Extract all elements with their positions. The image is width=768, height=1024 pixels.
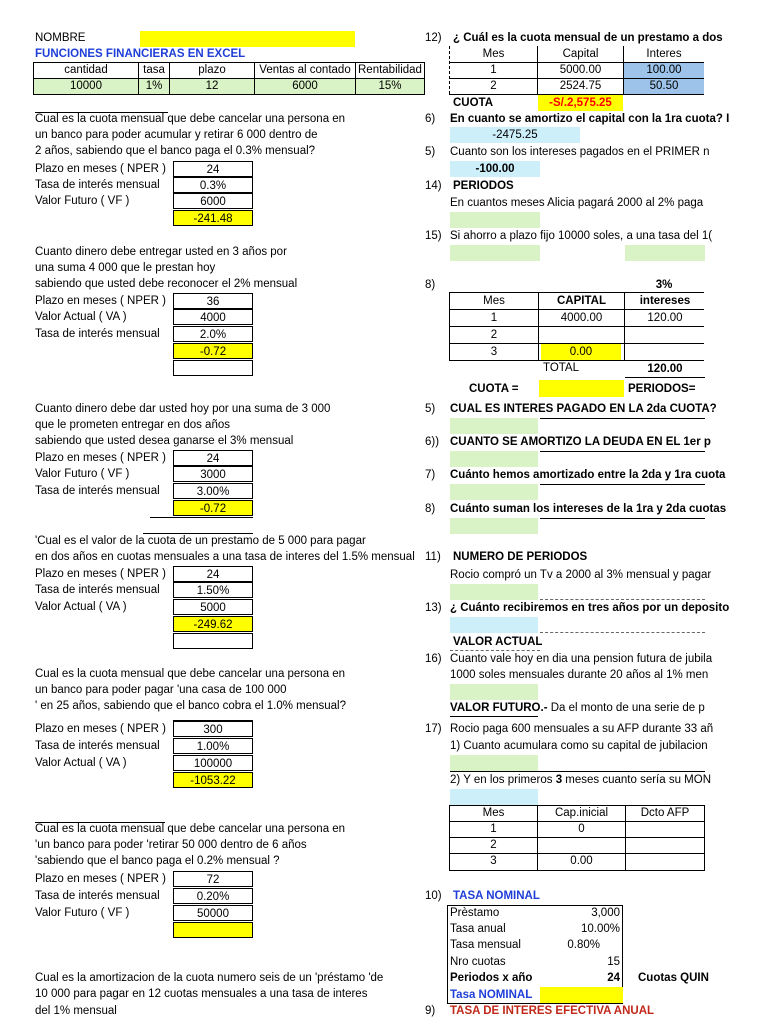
summary-table bbox=[33, 62, 425, 95]
q12-col-capital: Capital bbox=[562, 48, 599, 60]
p4-nper-cell[interactable]: 24 bbox=[173, 566, 253, 582]
col-cantidad: cantidad bbox=[34, 63, 139, 79]
q6-text: En cuanto se amortizo el capital con la 1ra cuota? I bbox=[450, 113, 730, 125]
q10-r4-label: Nro cuotas bbox=[450, 956, 506, 968]
q11-num: 11) bbox=[425, 551, 441, 563]
val-rentabilidad[interactable]: 15% bbox=[356, 79, 425, 95]
q5-text: Cuanto son los intereses pagados en el PRIMER n bbox=[450, 146, 710, 158]
val-ventas[interactable]: 6000 bbox=[255, 79, 356, 95]
divider bbox=[704, 805, 705, 870]
q12-cuota-value[interactable]: -S/.2,575.25 bbox=[538, 95, 623, 111]
val-cantidad[interactable]: 10000 bbox=[34, 79, 139, 95]
q8-r3-capital[interactable]: 0.00 bbox=[541, 344, 621, 360]
q17b-bold: 3 bbox=[555, 774, 563, 786]
q10-tasa-nominal-label: Tasa NOMINAL bbox=[450, 989, 533, 1001]
col-plazo: plazo bbox=[170, 63, 255, 79]
q8-r1-mes: 1 bbox=[490, 312, 498, 324]
q6-num: 6) bbox=[425, 113, 436, 125]
q5-value[interactable]: -100.00 bbox=[450, 161, 540, 177]
p2-tasa-cell[interactable]: 2.0% bbox=[173, 326, 253, 342]
problem-1-line-3: 2 años, sabiendo que el banco paga el 0.3% mensual? bbox=[35, 145, 316, 157]
p3-row-2-label: Valor Futuro ( VF ) bbox=[35, 468, 130, 480]
q10-r3-label: Tasa mensual bbox=[450, 939, 521, 951]
p5-va-cell[interactable]: 100000 bbox=[173, 755, 253, 771]
q8-periodos-label: PERIODOS= bbox=[628, 383, 696, 395]
q12-num: 12) bbox=[425, 32, 442, 44]
p1-tasa-cell[interactable]: 0.3% bbox=[173, 177, 253, 193]
p2-va-cell[interactable]: 4000 bbox=[173, 309, 253, 325]
q13-text: ¿ Cuánto recibiremos en tres años por un deposito bbox=[450, 602, 730, 614]
p5-row-1-label: Plazo en meses ( NPER ) bbox=[35, 723, 167, 735]
q10-r2-label: Tasa anual bbox=[450, 923, 506, 935]
q16-line-2: 1000 soles mensuales durante 20 años al 1% men bbox=[450, 669, 709, 681]
q17-line-2: 1) Cuanto acumulara como su capital de jubilacion bbox=[450, 740, 708, 752]
p3-nper-cell[interactable]: 24 bbox=[173, 450, 253, 466]
divider bbox=[540, 518, 705, 519]
q14-text: En cuantos meses Alicia pagará 2000 al 2% paga bbox=[450, 197, 704, 209]
problem-6-line-1: Cual es la cuota mensual que debe cancelar una persona en bbox=[35, 823, 346, 835]
q8-num: 8) bbox=[425, 279, 436, 291]
q10-title: TASA NOMINAL bbox=[453, 890, 540, 902]
nombre-label: NOMBRE bbox=[35, 32, 86, 44]
p6-vf-cell[interactable]: 50000 bbox=[173, 905, 253, 921]
p5-result-cell[interactable]: -1053.22 bbox=[173, 772, 253, 788]
q17b-r1-cap[interactable]: 0 bbox=[578, 823, 585, 835]
q17b-pre: 2) Y en los primeros bbox=[450, 774, 556, 786]
p2-empty-cell[interactable] bbox=[173, 360, 253, 376]
p4-row-1-label: Plazo en meses ( NPER ) bbox=[35, 568, 167, 580]
p1-result-cell[interactable]: -241.48 bbox=[173, 210, 253, 226]
divider bbox=[540, 451, 705, 452]
q8-col-intereses: intereses bbox=[639, 295, 691, 307]
problem-3-line-3: sabiendo que usted desea ganarse el 3% mensual bbox=[35, 435, 294, 447]
q17b-col-mes: Mes bbox=[482, 807, 505, 819]
p4-row-2-label: Tasa de interés mensual bbox=[35, 584, 160, 596]
problem-7-line-3: del 1% mensual bbox=[35, 1005, 117, 1017]
q12-col-interes: Interes bbox=[646, 48, 682, 60]
problem-7-line-1: Cual es la amortizacion de la cuota numero seis de un 'préstamo 'de bbox=[35, 972, 384, 984]
q10-r4-value[interactable]: 15 bbox=[607, 956, 620, 968]
problem-1-line-2: un banco para poder acumular y retirar 6 000 dentro de bbox=[35, 129, 318, 141]
p1-row-1-label: Plazo en meses ( NPER ) bbox=[35, 163, 167, 175]
p4-row-3-label: Valor Actual ( VA ) bbox=[35, 601, 127, 613]
page-title: FUNCIONES FINANCIERAS EN EXCEL bbox=[35, 48, 246, 60]
q11-title: NUMERO DE PERIODOS bbox=[453, 551, 588, 563]
p5-row-2-label: Tasa de interés mensual bbox=[35, 740, 160, 752]
q12-r1-capital[interactable]: 5000.00 bbox=[559, 64, 602, 76]
q9-num: 9) bbox=[425, 1005, 436, 1017]
q8-r1-capital[interactable]: 4000.00 bbox=[560, 312, 603, 324]
p5-tasa-cell[interactable]: 1.00% bbox=[173, 738, 253, 754]
nombre-input-cell[interactable] bbox=[140, 31, 355, 47]
p3-vf-cell[interactable]: 3000 bbox=[173, 466, 253, 482]
q17b-line bbox=[450, 772, 711, 788]
p6-result-cell[interactable] bbox=[173, 922, 253, 938]
q5b-answer-cell[interactable] bbox=[450, 418, 538, 434]
q12-text: ¿ Cuál es la cuota mensual de un prestamo a dos bbox=[453, 32, 723, 44]
p4-empty-cell[interactable] bbox=[173, 633, 253, 649]
problem-1-line-1: Cual es la cuota mensual que debe cancelar una persona en bbox=[35, 113, 346, 125]
q10-r1-value[interactable]: 3,000 bbox=[591, 907, 620, 919]
q9-title: TASA DE INTERES EFECTIVA ANUAL bbox=[450, 1005, 655, 1017]
valor-futuro-text: Da el monto de una serie de p bbox=[547, 702, 705, 714]
q16-answer-cell[interactable] bbox=[450, 684, 538, 700]
q10-r2-value[interactable]: 10.00% bbox=[580, 923, 620, 935]
p4-va-cell[interactable]: 5000 bbox=[173, 599, 253, 615]
q8-r2-mes: 2 bbox=[490, 329, 498, 341]
q15-answer-cell-2[interactable] bbox=[625, 245, 705, 261]
q15-text: Si ahorro a plazo fijo 10000 soles, a una tasa del 1( bbox=[450, 230, 713, 242]
q13-num: 13) bbox=[425, 602, 442, 614]
p1-row-3-label: Valor Futuro ( VF ) bbox=[35, 195, 130, 207]
p2-row-2-label: Valor Actual ( VA ) bbox=[35, 311, 127, 323]
p5-row-3-label: Valor Actual ( VA ) bbox=[35, 757, 127, 769]
q14-answer-cell[interactable] bbox=[450, 212, 540, 228]
q8-cuota-cell[interactable] bbox=[539, 380, 624, 397]
q17-answer-cell[interactable] bbox=[450, 755, 538, 771]
q6b-answer-cell[interactable] bbox=[450, 451, 538, 467]
q12-r2-interes[interactable]: 50.50 bbox=[624, 79, 704, 94]
p6-nper-cell[interactable]: 72 bbox=[173, 871, 253, 887]
divider bbox=[540, 632, 705, 633]
problem-3-line-2: que le prometen entregar en dos años bbox=[35, 419, 230, 431]
problem-5-line-3: ' en 25 años, sabiendo que el banco cobra el 1.0% mensual? bbox=[35, 700, 346, 712]
col-tasa: tasa bbox=[139, 63, 170, 79]
p5-nper-cell[interactable]: 300 bbox=[173, 721, 253, 737]
problem-5-line-1: Cual es la cuota mensual que debe cancelar una persona en bbox=[35, 668, 346, 680]
q8-rate: 3% bbox=[655, 279, 673, 291]
q10-r5-value[interactable]: 24 bbox=[607, 972, 620, 984]
p1-row-2-label: Tasa de interés mensual bbox=[35, 179, 160, 191]
valor-futuro-title: VALOR FUTURO.- bbox=[450, 702, 548, 714]
q6b-num: 6)) bbox=[425, 436, 440, 448]
q17b-r3-mes: 3 bbox=[490, 855, 497, 867]
q14-num: 14) bbox=[425, 180, 442, 192]
q12-r2-mes: 2 bbox=[490, 80, 497, 92]
problem-2-line-1: Cuanto dinero debe entregar usted en 3 años por bbox=[35, 246, 287, 258]
q8-r1-intereses[interactable]: 120.00 bbox=[647, 312, 683, 324]
p2-row-1-label: Plazo en meses ( NPER ) bbox=[35, 295, 167, 307]
problem-2-line-2: una suma 4 000 que le prestan hoy bbox=[35, 262, 216, 274]
q8-col-capital: CAPITAL bbox=[557, 295, 606, 307]
p2-nper-cell[interactable]: 36 bbox=[173, 293, 253, 309]
problem-4-line-2: en dos años en cuotas mensuales a una tasa de interes del 1.5% mensual bbox=[35, 551, 415, 563]
p3-result-cell[interactable]: -0.72 bbox=[173, 500, 253, 516]
q8-total-value[interactable]: 120.00 bbox=[647, 363, 683, 375]
divider bbox=[540, 418, 705, 419]
p4-result-cell[interactable]: -249.62 bbox=[173, 616, 253, 632]
q12-col-mes: Mes bbox=[482, 48, 505, 60]
q17b-post: meses cuanto sería su MON bbox=[562, 774, 712, 786]
val-plazo[interactable]: 12 bbox=[170, 79, 255, 95]
p3-tasa-cell[interactable]: 3.00% bbox=[173, 483, 253, 499]
divider bbox=[540, 484, 705, 485]
q7-num: 7) bbox=[425, 469, 436, 481]
q5b-text: CUAL ES INTERES PAGADO EN LA 2da CUOTA? bbox=[450, 403, 717, 415]
q7-text: Cuánto hemos amortizado entre la 2da y 1ra cuota bbox=[450, 469, 726, 481]
q10-num: 10) bbox=[425, 890, 442, 902]
q17b-col-dcto: Dcto AFP bbox=[640, 807, 690, 819]
divider bbox=[625, 377, 705, 378]
q17-line-1: Rocio paga 600 mensuales a su AFP durante 33 añ bbox=[450, 723, 714, 735]
q17b-r2-mes: 2 bbox=[490, 839, 497, 851]
q12-r1-mes: 1 bbox=[490, 64, 497, 76]
q8b-num: 8) bbox=[425, 503, 436, 515]
col-rentabilidad: Rentabilidad bbox=[356, 63, 425, 79]
q17b-r3-cap[interactable]: 0.00 bbox=[570, 855, 593, 867]
p4-tasa-cell[interactable]: 1.50% bbox=[173, 582, 253, 598]
p2-row-3-label: Tasa de interés mensual bbox=[35, 328, 160, 340]
q10-cuotas-text: Cuotas QUIN bbox=[638, 972, 709, 984]
q11-text: Rocio compró un Tv a 2000 al 3% mensual y pagar bbox=[450, 569, 712, 581]
q13-answer-cell[interactable] bbox=[450, 617, 538, 633]
q8b-text: Cuánto suman los intereses de la 1ra y 2da cuotas bbox=[450, 503, 727, 515]
q7-answer-cell[interactable] bbox=[450, 484, 538, 500]
q5-num: 5) bbox=[425, 146, 436, 158]
q10-tasa-nominal-cell[interactable] bbox=[540, 987, 623, 1003]
q8-r3-mes: 3 bbox=[490, 346, 498, 358]
problem-5-line-2: un banco para poder pagar 'una casa de 100 000 bbox=[35, 684, 287, 696]
q12-r2-capital[interactable]: 2524.75 bbox=[559, 80, 602, 92]
q12-cuota-label: CUOTA bbox=[453, 97, 494, 109]
q8-cuota-label: CUOTA = bbox=[469, 383, 519, 395]
q10-r3-value[interactable]: 0.80% bbox=[567, 939, 600, 951]
q8b-answer-cell[interactable] bbox=[450, 518, 538, 534]
q15-num: 15) bbox=[425, 230, 442, 242]
divider bbox=[150, 517, 253, 518]
q16-line-1: Cuanto vale hoy en dia una pension futura de jubila bbox=[450, 653, 713, 665]
q17b-answer-cell[interactable] bbox=[450, 789, 538, 805]
p6-tasa-cell[interactable]: 0.20% bbox=[173, 888, 253, 904]
valor-futuro-line bbox=[450, 700, 705, 716]
q5b-num: 5) bbox=[425, 403, 436, 415]
q16-num: 16) bbox=[425, 653, 442, 665]
problem-6-line-3: 'sabiendo que el banco paga el 0.2% mensual ? bbox=[35, 855, 280, 867]
divider bbox=[449, 870, 705, 871]
divider bbox=[450, 716, 538, 717]
problem-7-line-2: 10 000 para pagar en 12 cuotas mensuales a una tasa de interes bbox=[35, 988, 368, 1000]
q6b-text: CUANTO SE AMORTIZO LA DEUDA EN EL 1er p bbox=[450, 436, 711, 448]
val-tasa[interactable]: 1% bbox=[139, 79, 170, 95]
q17b-col-cap: Cap.inicial bbox=[554, 807, 609, 819]
problem-4-line-1: 'Cual es el valor de la cuota de un prestamo de 5 000 para pagar bbox=[35, 535, 366, 547]
problem-2-line-3: sabiendo que usted debe reconocer el 2% mensual bbox=[35, 278, 298, 290]
p1-vf-cell[interactable]: 6000 bbox=[173, 193, 253, 209]
p6-row-3-label: Valor Futuro ( VF ) bbox=[35, 907, 130, 919]
q17b-r1-mes: 1 bbox=[490, 823, 497, 835]
p6-row-1-label: Plazo en meses ( NPER ) bbox=[35, 873, 167, 885]
p6-row-2-label: Tasa de interés mensual bbox=[35, 890, 160, 902]
q14-title: PERIODOS bbox=[453, 180, 514, 192]
col-ventas: Ventas al contado bbox=[255, 63, 356, 79]
p1-nper-cell[interactable]: 24 bbox=[173, 161, 253, 177]
q12-r1-interes[interactable]: 100.00 bbox=[624, 63, 704, 78]
problem-3-line-1: Cuanto dinero debe dar usted hoy por una suma de 3 000 bbox=[35, 403, 331, 415]
q15-answer-cell-1[interactable] bbox=[450, 245, 540, 261]
q17-num: 17) bbox=[425, 723, 442, 735]
problem-6-line-2: 'un banco para poder 'retirar 50 000 dentro de 6 años bbox=[35, 839, 307, 851]
q10-r1-label: Prèstamo bbox=[450, 907, 500, 919]
q8-total-label: TOTAL bbox=[543, 362, 579, 374]
p3-row-1-label: Plazo en meses ( NPER ) bbox=[35, 452, 167, 464]
p2-result-cell[interactable]: -0.72 bbox=[173, 343, 253, 359]
q8-col-mes: Mes bbox=[483, 295, 505, 307]
q6-value[interactable]: -2475.25 bbox=[450, 127, 580, 143]
q11-answer-cell[interactable] bbox=[450, 584, 538, 600]
valor-actual-title: VALOR ACTUAL bbox=[453, 636, 543, 648]
q10-r5-label: Periodos x año bbox=[450, 972, 533, 984]
p3-row-3-label: Tasa de interés mensual bbox=[35, 485, 160, 497]
